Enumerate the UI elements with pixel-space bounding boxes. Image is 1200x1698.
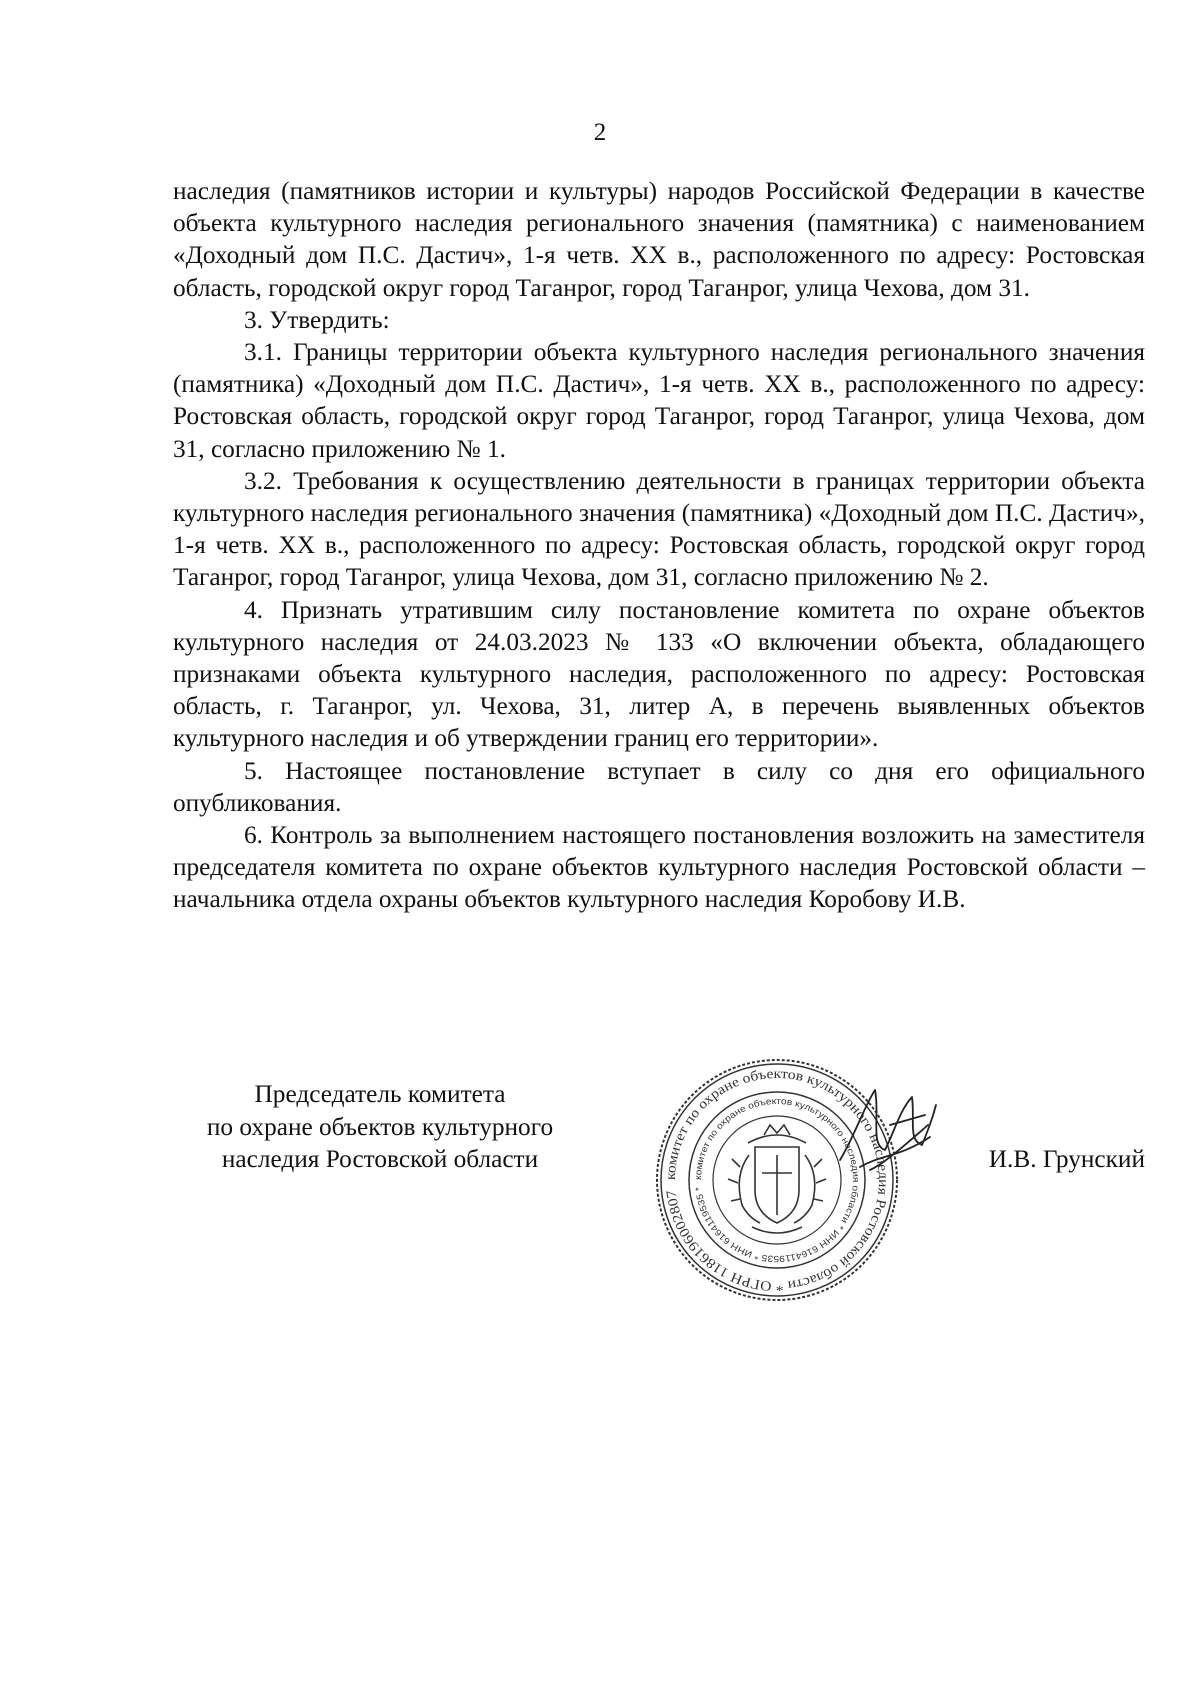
signature-graphic [830, 1075, 940, 1185]
page-number: 2 [593, 119, 607, 146]
signatory-title-line: наследия Ростовской области [221, 1145, 539, 1173]
seal-inner-text: комитет по охране объектов культурного наследия области * ИНН 6164119535 * ИНН 6164119535 * [692, 1095, 862, 1265]
paragraph-item-3-2: 3.2. Требования к осуществлению деятельности в границах территории объекта культурного наследия регионального значения (памятника) «Доходный дом П.С. Дастич», 1-я четв. XX в., расположенного по адресу: Ростовская область, городской округ город Таганрог, город Таганрог, улица Чехова, дом 31, согласно приложению № 2. [173, 466, 1145, 592]
paragraph-continuation: наследия (памятников истории и культуры) народов Российской Федерации в качестве объекта культурного наследия регионального значения (памятника) с наименованием «Доходный дом П.С. Дастич», 1-я четв. XX в., расположенного по адресу: Ростовская область, городской округ город Таганрог, город Таганрог, улица Чехова, дом 31. [173, 177, 1145, 302]
seal-outer-text: комитет по охране объектов культурного наследия Ростовской области * ОГРН 1186196002807 [663, 1066, 891, 1294]
coat-of-arms-icon [728, 1125, 826, 1233]
paragraph-item-3-1: 3.1. Границы территории объекта культурного наследия регионального значения (памятника) «Доходный дом П.С. Дастич», 1-я четв. XX в., расположенного по адресу: Ростовская область, городской округ город Таганрог, город Таганрог, улица Чехова, дом 31, согласно приложению № 1. [173, 338, 1145, 463]
paragraph-item-4: 4. Признать утратившим силу постановление комитета по охране объектов культурного наследия от 24.03.2023 № 133 «О включении объекта, обладающего признаками объекта культурного наследия, расположенного по адресу: Ростовская область, г. Таганрог, ул. Чехова, 31, литер А, в перечень выявленных объектов культурного наследия и об утверждении границ его территории». [173, 595, 1145, 753]
paragraph-item-6: 6. Контроль за выполнением настоящего постановления возложить на заместителя председателя комитета по охране объектов культурного наследия Ростовской области – начальника отдела охраны объектов культурного наследия Коробову И.В. [173, 821, 1145, 914]
handwritten-signature [830, 1075, 940, 1185]
signatory-name: И.В. Грунский [988, 1145, 1145, 1173]
paragraph-item-5: 5. Настоящее постановление вступает в силу со дня его официального опубликования. [173, 756, 1145, 817]
signatory-title-line: Председатель комитета [254, 1080, 506, 1108]
document-body [173, 175, 1145, 916]
signatory-title [160, 1078, 600, 1176]
paragraph-item-3: 3. Утвердить: [244, 305, 390, 334]
signatory-title-line: по охране объектов культурного [206, 1112, 554, 1141]
